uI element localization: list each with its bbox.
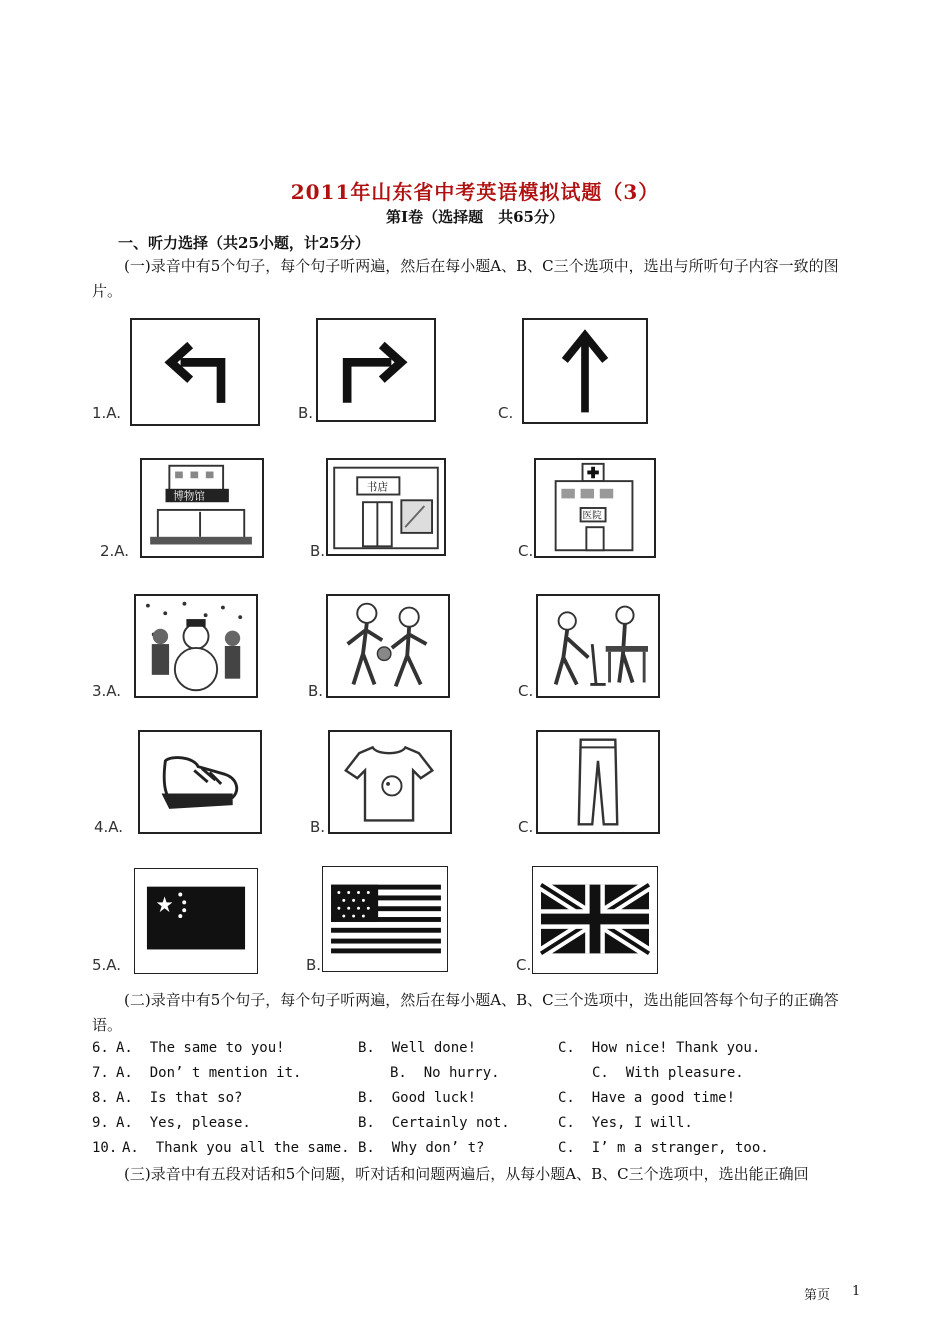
question-number: 9. (92, 1115, 109, 1131)
option-c-label: C. (518, 542, 534, 560)
question-number: 7. (92, 1065, 109, 1081)
part1-instruction: (一)录音中有5个句子，每个句子听两遍，然后在每小题A、B、C三个选项中，选出与所听句子内容一致的图片。 (92, 257, 839, 300)
option-c-label: C. (518, 818, 534, 836)
option-b-picture[interactable] (316, 318, 436, 422)
paper-subtitle: 第Ⅰ卷（选择题 共65分） (386, 208, 564, 226)
section-heading: 一、听力选择（共25小题，计25分） (118, 234, 370, 252)
trousers-icon (538, 732, 658, 832)
option-b-picture[interactable] (322, 866, 448, 972)
question-number: 10. (92, 1140, 118, 1156)
cleaning-classroom-icon (538, 596, 658, 696)
left-turn-arrow-icon (132, 320, 258, 424)
part2-instruction: (二)录音中有5个句子，每个句子听两遍，然后在每小题A、B、C三个选项中，选出能回答每个句子的正确答语。 (92, 991, 839, 1034)
option-c-picture[interactable] (522, 318, 648, 424)
option-a-text[interactable]: A. Don’ t mention it. (116, 1065, 302, 1081)
option-a-text[interactable]: A. Thank you all the same. (122, 1140, 350, 1156)
option-a-text[interactable]: A. Is that so? (116, 1090, 243, 1106)
question-row (92, 1065, 892, 1087)
museum-icon (142, 460, 262, 556)
question-row (92, 1040, 892, 1062)
option-c-picture[interactable] (532, 866, 658, 974)
option-b-picture[interactable] (326, 458, 446, 556)
option-a-picture[interactable] (134, 594, 258, 698)
option-b-label: B. (298, 404, 314, 422)
option-c-label: C. (498, 404, 514, 422)
question-number: 8. (92, 1090, 109, 1106)
option-c-text[interactable]: C. With pleasure. (592, 1065, 744, 1081)
option-a-picture[interactable] (138, 730, 262, 834)
option-c-label: C. (518, 682, 534, 700)
question-row (92, 1140, 892, 1162)
option-c-picture[interactable] (536, 730, 660, 834)
option-a-text[interactable]: A. The same to you! (116, 1040, 285, 1056)
option-b-picture[interactable] (326, 594, 450, 698)
option-c-text[interactable]: C. How nice! Thank you. (558, 1040, 761, 1056)
sneaker-icon (140, 732, 260, 832)
question-label: 5.A. (92, 956, 122, 974)
t-shirt-icon (330, 732, 450, 832)
page-number: 1 (852, 1284, 861, 1299)
question-row (92, 1115, 892, 1137)
basketball-players-icon (328, 596, 448, 696)
option-b-text[interactable]: B. Well done! (358, 1040, 477, 1056)
option-b-text[interactable]: B. Why don’ t? (358, 1140, 485, 1156)
option-a-picture[interactable] (140, 458, 264, 558)
option-c-label: C. (516, 956, 532, 974)
option-b-label: B. (308, 682, 324, 700)
museum-sign: 博物馆 (173, 490, 205, 503)
bookstore-sign: 书店 (366, 481, 388, 494)
option-c-text[interactable]: C. Yes, I will. (558, 1115, 693, 1131)
hospital-icon (536, 460, 654, 556)
option-c-picture[interactable] (534, 458, 656, 558)
question-label: 2.A. (100, 542, 130, 560)
snowman-icon (136, 596, 256, 696)
option-b-text[interactable]: B. No hurry. (390, 1065, 500, 1081)
page-label: 第页 (804, 1288, 831, 1303)
option-b-label: B. (310, 818, 326, 836)
china-flag-icon (135, 869, 257, 973)
question-label: 1.A. (92, 404, 122, 422)
option-c-text[interactable]: C. Have a good time! (558, 1090, 736, 1106)
option-c-picture[interactable] (536, 594, 660, 698)
uk-flag-icon (533, 867, 657, 973)
question-number: 6. (92, 1040, 109, 1056)
document-title: 2011年山东省中考英语模拟试题（3） (290, 180, 660, 204)
option-b-label: B. (306, 956, 322, 974)
option-b-label: B. (310, 542, 326, 560)
option-a-text[interactable]: A. Yes, please. (116, 1115, 251, 1131)
usa-flag-icon (323, 867, 447, 971)
option-b-text[interactable]: B. Good luck! (358, 1090, 477, 1106)
option-a-picture[interactable] (130, 318, 260, 426)
option-b-text[interactable]: B. Certainly not. (358, 1115, 510, 1131)
question-label: 4.A. (94, 818, 124, 836)
part3-instruction: (三)录音中有五段对话和5个问题，听对话和问题两遍后，从每小题A、B、C三个选项中，选出能正确回 (124, 1165, 809, 1183)
option-a-picture[interactable] (134, 868, 258, 974)
hospital-sign: 医院 (582, 510, 602, 522)
up-arrow-icon (524, 320, 646, 422)
bookstore-icon (328, 460, 444, 554)
option-b-picture[interactable] (328, 730, 452, 834)
question-label: 3.A. (92, 682, 122, 700)
question-row (92, 1090, 892, 1112)
right-turn-arrow-icon (318, 320, 434, 420)
option-c-text[interactable]: C. I’ m a stranger, too. (558, 1140, 769, 1156)
